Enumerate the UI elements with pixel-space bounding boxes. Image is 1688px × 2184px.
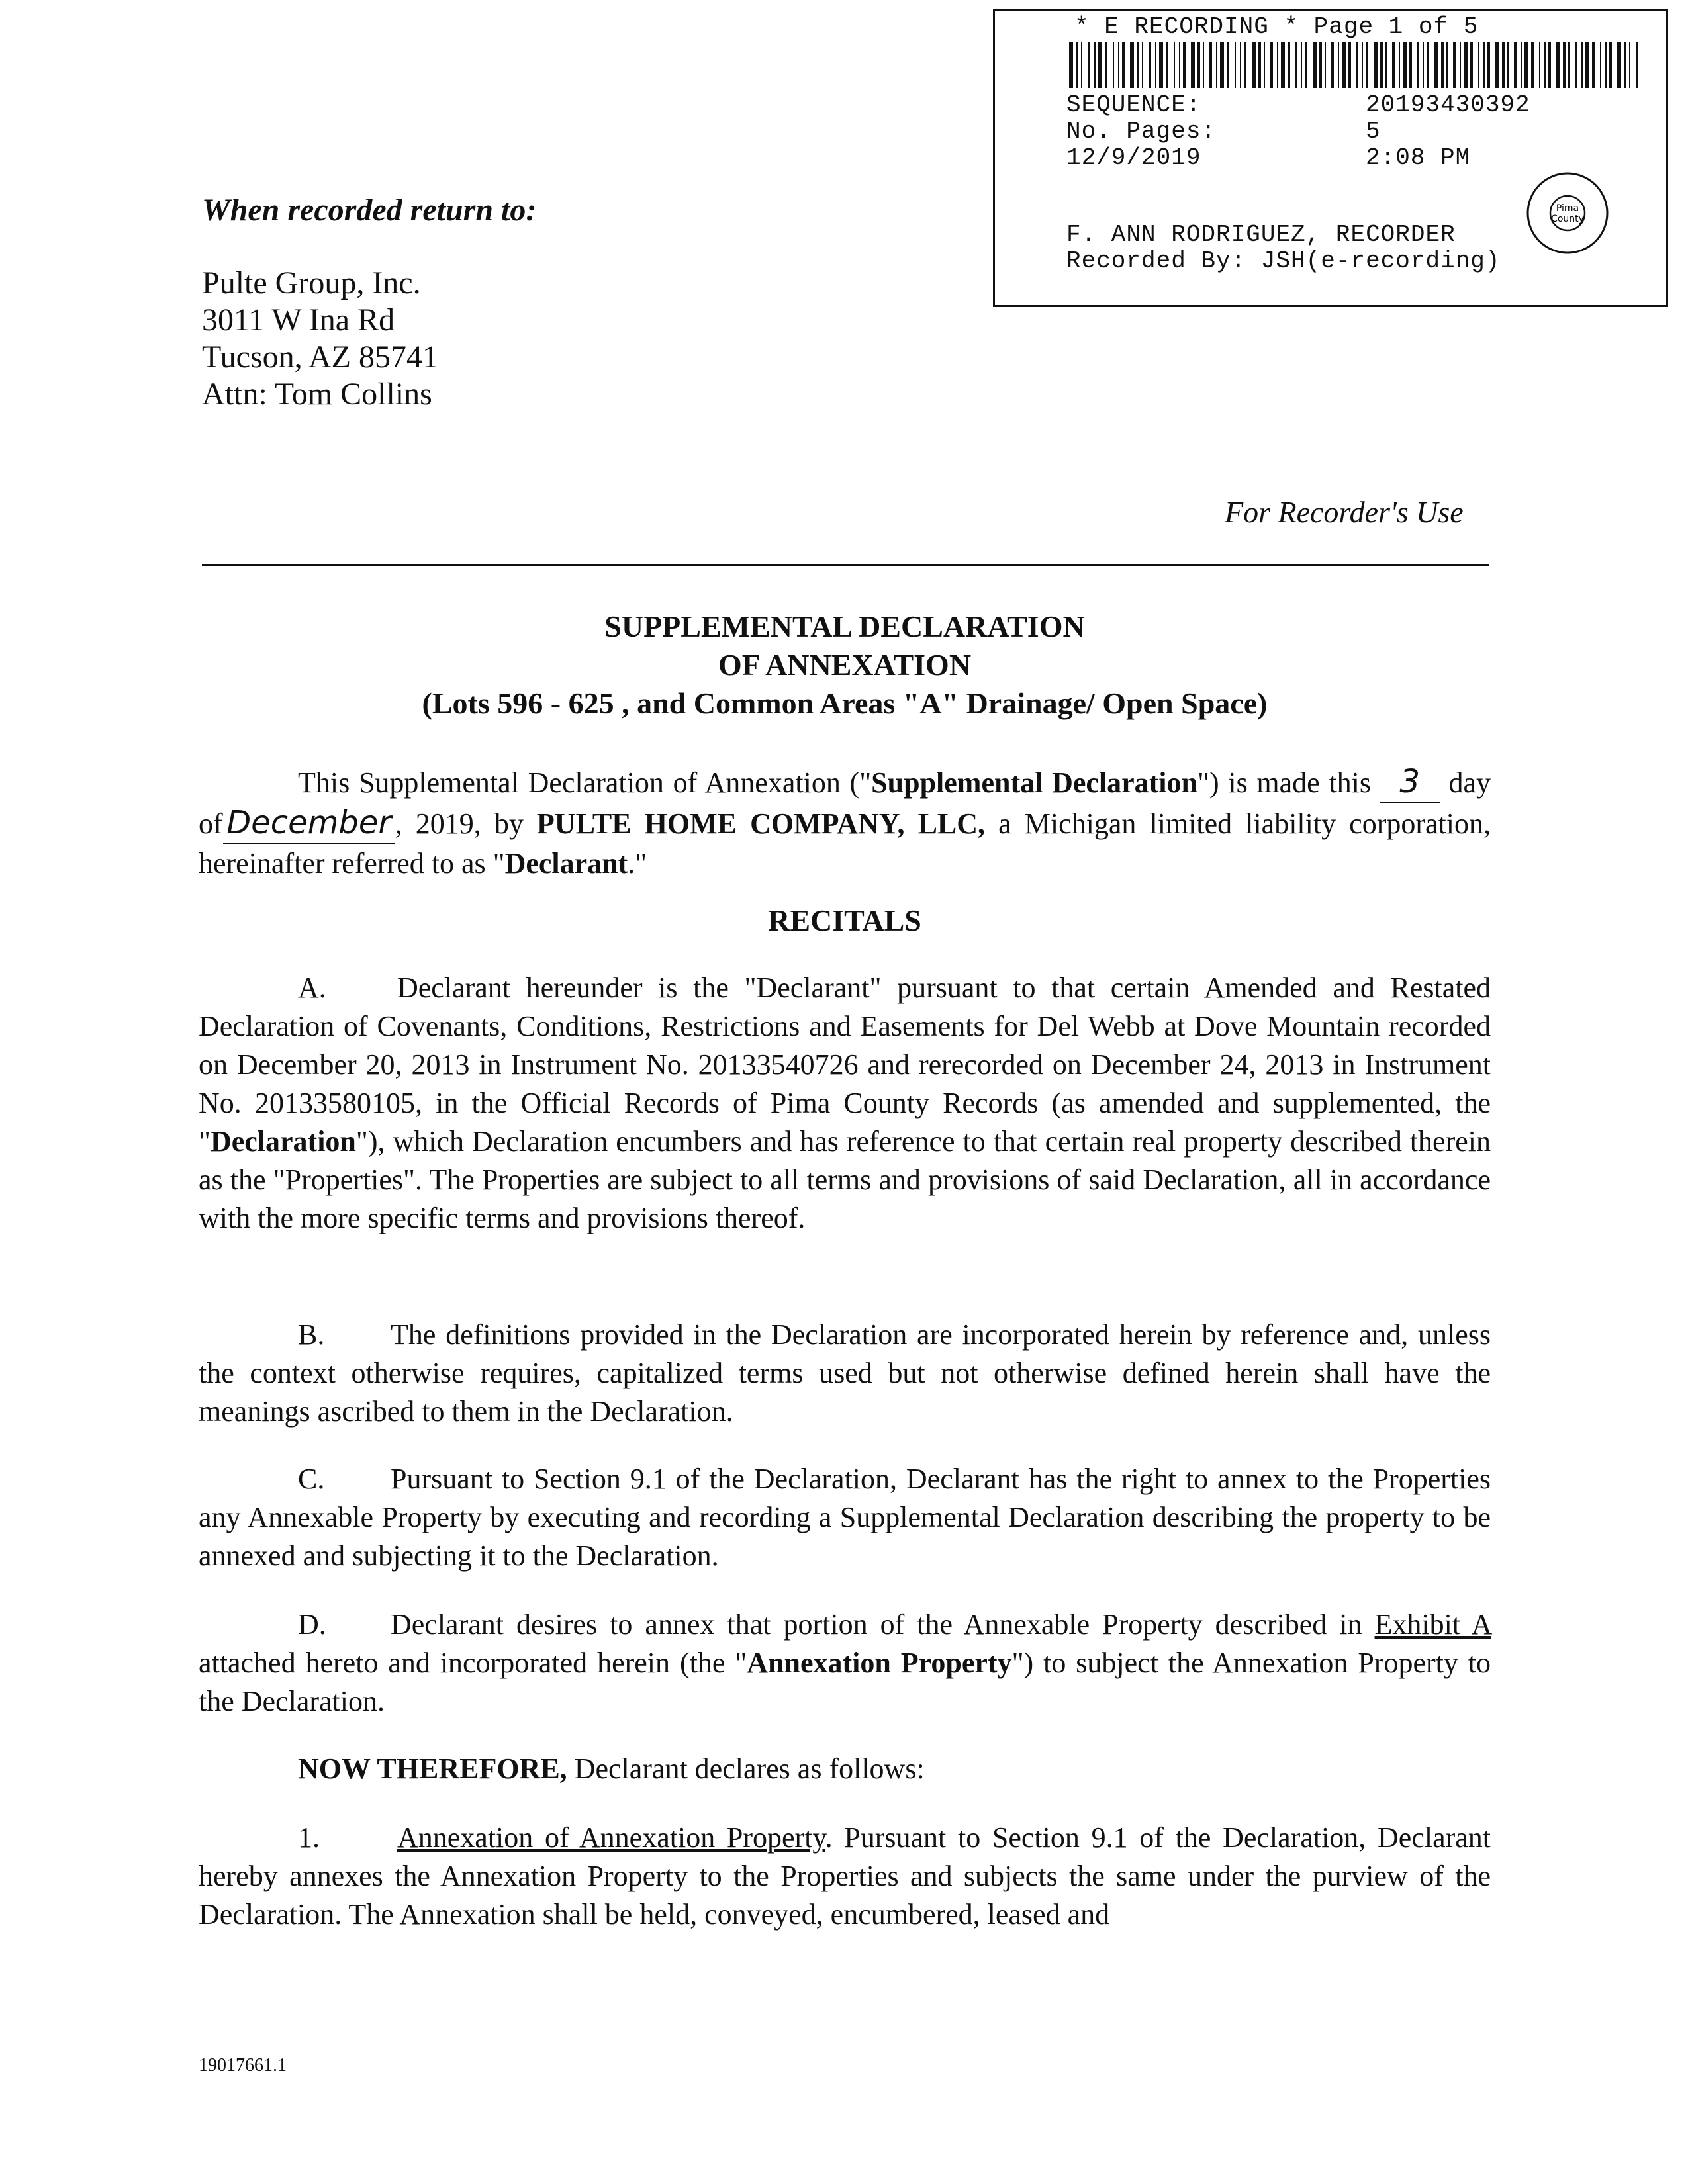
barcode-bar	[1399, 42, 1400, 88]
barcode-bar	[1220, 42, 1224, 88]
barcode-bar	[1348, 42, 1351, 88]
barcode-bar	[1487, 42, 1490, 88]
barcode-bar	[1362, 42, 1363, 88]
return-heading: When recorded return to:	[202, 193, 537, 228]
recital-text: Pursuant to Section 9.1 of the Declaration, Declarant has the right to annex to the Properties any Annexable Property by executing and recording a Supplemental Declaration describing the property to be annexed and subjecting it to the Declaration.	[199, 1463, 1491, 1572]
barcode-bar	[1235, 42, 1236, 88]
intro-text: day of	[199, 766, 1491, 840]
section-text: . Pursuant to Section 9.1 of the Declaration, Declarant hereby annexes the Annexation Property to the Properties and subjects the same under the purview of the Declaration. The Annexation shall be held, conveyed, encumbered, leased and	[199, 1821, 1491, 1931]
barcode-bar	[1159, 42, 1163, 88]
barcode-bar	[1264, 42, 1265, 88]
barcode-bar	[1137, 42, 1139, 88]
barcode-bar	[1113, 42, 1114, 88]
section-label: 1.	[298, 1821, 320, 1854]
stamp-time: 2:08 PM	[1366, 144, 1471, 171]
barcode-bar	[1483, 42, 1485, 88]
barcode-bar	[1240, 42, 1241, 88]
barcode-bar	[1502, 42, 1505, 88]
barcode-bar	[1342, 42, 1346, 88]
title-line-2: OF ANNEXATION	[718, 648, 972, 682]
barcode-bar	[1548, 42, 1551, 88]
recital-label: B.	[298, 1318, 325, 1351]
barcode-bar	[1098, 42, 1102, 88]
county-seal-icon	[1524, 170, 1611, 256]
stamp-recorder: F. ANN RODRIGUEZ, RECORDER	[1066, 221, 1456, 248]
barcode-bar	[1380, 42, 1383, 88]
barcode-bar	[1142, 42, 1143, 88]
barcode-bar	[1227, 42, 1229, 88]
barcode-bar	[1305, 42, 1307, 88]
barcode-bar	[1277, 42, 1278, 88]
recording-stamp	[993, 9, 1668, 307]
declarant-term: Declarant	[504, 847, 628, 880]
recital-d	[199, 1606, 1491, 1721]
barcode-bar	[1191, 42, 1195, 88]
barcode-bar	[1356, 42, 1358, 88]
company-name: PULTE HOME COMPANY, LLC,	[536, 807, 986, 840]
barcode-bar	[1636, 42, 1638, 88]
return-line: 3011 W Ina Rd	[202, 302, 395, 338]
stamp-sequence-value: 20193430392	[1366, 91, 1530, 118]
return-line: Attn: Tom Collins	[202, 377, 432, 412]
recital-text: Declarant desires to annex that portion of the Annexable Property described in	[391, 1608, 1362, 1641]
section-1	[199, 1819, 1491, 1934]
barcode-bar	[1069, 42, 1073, 88]
barcode-bar	[1197, 42, 1200, 88]
barcode-bar	[1605, 42, 1607, 88]
barcode-bar	[1464, 42, 1468, 88]
exhibit-a-reference: Exhibit A	[1374, 1608, 1491, 1641]
barcode-bar	[1270, 42, 1273, 88]
barcode-bar	[1081, 42, 1082, 88]
barcode-bar	[1088, 42, 1090, 88]
barcode-bar	[1149, 42, 1151, 88]
barcode-bar	[1575, 42, 1577, 88]
handwritten-day: 3	[1399, 763, 1421, 800]
annexation-property-term: Annexation Property	[747, 1647, 1012, 1679]
barcode-bar	[1094, 42, 1096, 88]
barcode-bar	[1331, 42, 1334, 88]
barcode-bar	[1495, 42, 1499, 88]
recital-b	[199, 1316, 1491, 1431]
barcode-bar	[1423, 42, 1424, 88]
intro-text: ."	[628, 847, 647, 880]
barcode-bar	[1281, 42, 1285, 88]
barcode-bar	[1531, 42, 1534, 88]
recital-text: ") to subject the Annexation Property to the Declaration.	[199, 1647, 1491, 1717]
barcode-bar	[1392, 42, 1395, 88]
barcode-bar	[1295, 42, 1297, 88]
return-line: Tucson, AZ 85741	[202, 340, 438, 375]
barcode-bar	[1179, 42, 1180, 88]
barcode-bar	[1446, 42, 1448, 88]
barcode-bar	[1244, 42, 1246, 88]
day-blank	[1380, 762, 1440, 803]
barcode-bar	[1592, 42, 1595, 88]
barcode-bar	[1544, 42, 1546, 88]
now-therefore-bold: NOW THEREFORE,	[298, 1752, 567, 1785]
stamp-date: 12/9/2019	[1066, 144, 1201, 171]
barcode-bar	[1521, 42, 1522, 88]
recital-text: "), which Declaration encumbers and has reference to that certain real property described therein as the "Properties". The Properties are subject to all terms and provisions of said Declaration, all in accordance with the more specific terms and provisions thereof.	[199, 1125, 1491, 1234]
barcode-bar	[1252, 42, 1256, 88]
document-title	[199, 608, 1491, 723]
barcode-bar	[1417, 42, 1419, 88]
barcode-bar	[1600, 42, 1601, 88]
barcode-bar	[1617, 42, 1621, 88]
now-therefore-text: Declarant declares as follows:	[574, 1752, 925, 1785]
stamp-header: * E RECORDING * Page 1 of 5	[1074, 13, 1479, 40]
intro-text: ") is made this	[1197, 766, 1372, 799]
intro-text: a Michigan limited liability corporation, hereinafter referred to as "	[199, 807, 1491, 880]
barcode-bar	[1155, 42, 1156, 88]
intro-text: This Supplemental Declaration of Annexation ("	[298, 766, 872, 799]
barcode-bar	[1374, 42, 1378, 88]
title-line-1: SUPPLEMENTAL DECLARATION	[604, 610, 1085, 643]
barcode-bar	[1556, 42, 1560, 88]
intro-text: , 2019, by	[395, 807, 524, 840]
barcode-bar	[1624, 42, 1626, 88]
barcode-bar	[1301, 42, 1302, 88]
barcode-bar	[1629, 42, 1630, 88]
now-therefore	[199, 1750, 1491, 1788]
return-address	[202, 265, 438, 413]
barcode-bar	[1403, 42, 1407, 88]
barcode-bar	[1258, 42, 1261, 88]
seal-text-line: County	[1551, 214, 1584, 224]
barcode-bar	[1563, 42, 1566, 88]
section-heading: Annexation of Annexation Property	[397, 1821, 825, 1854]
title-line-3: (Lots 596 - 625 , and Common Areas "A" Drainage/ Open Space)	[422, 686, 1268, 720]
barcode-bar	[1507, 42, 1509, 88]
divider-rule	[202, 564, 1489, 566]
declaration-term: Declaration	[210, 1125, 356, 1158]
month-blank	[223, 803, 395, 844]
barcode-bar	[1203, 42, 1204, 88]
barcode-bar	[1585, 42, 1589, 88]
barcode-bar	[1434, 42, 1438, 88]
barcode-bar	[1460, 42, 1461, 88]
recital-label: A.	[298, 972, 326, 1004]
barcode-bar	[1166, 42, 1168, 88]
barcode-bar	[1385, 42, 1387, 88]
stamp-pages-value: 5	[1366, 118, 1381, 145]
recital-text: The definitions provided in the Declaration are incorporated herein by reference and, unless the context otherwise requires, capitalized terms used but not otherwise defined herein shall have the meanings ascribed to them in the Declaration.	[199, 1318, 1491, 1428]
recitals-heading: RECITALS	[768, 903, 921, 937]
barcode-bar	[1288, 42, 1290, 88]
stamp-recorded-by: Recorded By: JSH(e-recording)	[1066, 248, 1501, 275]
recital-c	[199, 1460, 1491, 1575]
barcode-bar	[1609, 42, 1612, 88]
barcode-bar	[1441, 42, 1444, 88]
supplemental-declaration-term: Supplemental Declaration	[871, 766, 1198, 799]
barcode-bar	[1319, 42, 1322, 88]
barcode-bar	[1174, 42, 1175, 88]
barcode-bar	[1581, 42, 1583, 88]
barcode-bar	[1183, 42, 1186, 88]
stamp-sequence-label: SEQUENCE:	[1066, 91, 1201, 118]
barcode-bar	[1568, 42, 1570, 88]
barcode-bar	[1130, 42, 1134, 88]
recital-text: Declarant hereunder is the "Declarant" pursuant to that certain Amended and Restated Declaration of Covenants, Conditions, Restrictions and Easements for Del Webb at Dove Mountain recorded on December 20, 2013 in Instrument No. 20133540726 and rerecorded on December 24, 2013 in Instrument No. 20133580105, in the Official Records of Pima County Records (as amended and supplemented, the "	[199, 972, 1491, 1158]
seal-text-line: Pima	[1556, 203, 1579, 214]
recital-a	[199, 969, 1491, 1238]
barcode-bar	[1122, 42, 1125, 88]
barcode-bar	[1105, 42, 1107, 88]
intro-paragraph	[199, 762, 1491, 883]
document-number: 19017661.1	[199, 2055, 287, 2075]
barcode-bar	[1076, 42, 1078, 88]
barcode-bar	[1524, 42, 1528, 88]
barcode	[1069, 42, 1638, 88]
stamp-pages-label: No. Pages:	[1066, 118, 1217, 145]
recital-label: D.	[298, 1608, 326, 1641]
barcode-bar	[1470, 42, 1473, 88]
barcode-bar	[1313, 42, 1317, 88]
barcode-bar	[1338, 42, 1339, 88]
recital-label: C.	[298, 1463, 325, 1495]
handwritten-month: December	[226, 804, 392, 841]
barcode-bar	[1366, 42, 1368, 88]
recorders-use-label: For Recorder's Use	[1225, 495, 1464, 529]
return-line: Pulte Group, Inc.	[202, 265, 421, 300]
barcode-bar	[1539, 42, 1540, 88]
barcode-bar	[1409, 42, 1412, 88]
barcode-bar	[1118, 42, 1119, 88]
barcode-bar	[1453, 42, 1456, 88]
barcode-bar	[1514, 42, 1517, 88]
barcode-bar	[1427, 42, 1429, 88]
barcode-bar	[1478, 42, 1479, 88]
barcode-bar	[1216, 42, 1217, 88]
recital-text: attached hereto and incorporated herein (the "	[199, 1647, 747, 1679]
barcode-bar	[1325, 42, 1326, 88]
barcode-bar	[1209, 42, 1212, 88]
